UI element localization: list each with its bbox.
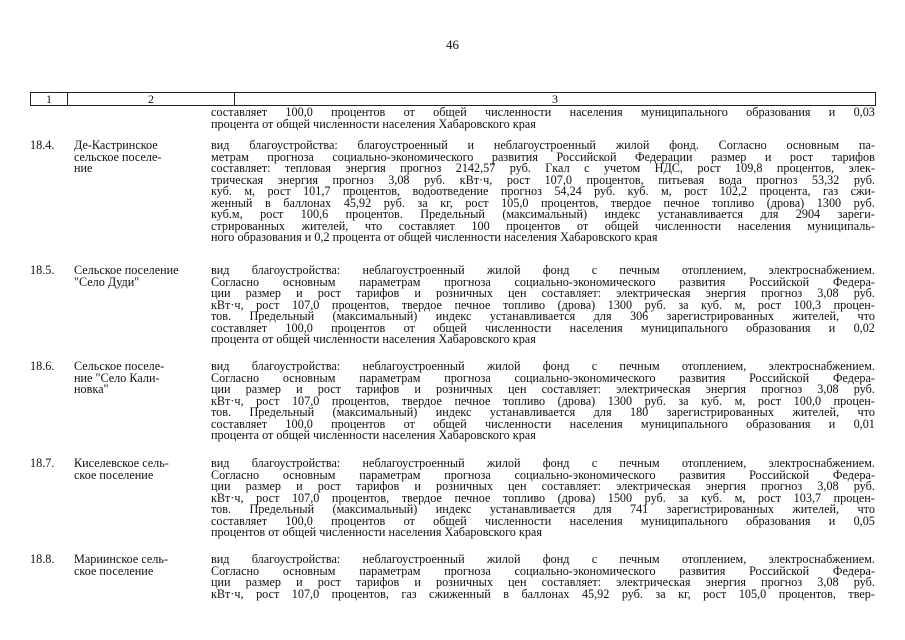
text-line: метрам прогноза социально-экономического развития Российской Федерации размер и рост тарифов (211, 149, 875, 164)
row-number: 18.4. (30, 138, 55, 152)
name-line: ское поселение (74, 563, 154, 578)
name-line: Сельское поселе- (74, 359, 165, 373)
name-line: ское поселение (74, 467, 154, 482)
name-line: сельское поселе- (74, 149, 162, 164)
row-number: 18.7. (30, 456, 55, 470)
page-number: 46 (446, 37, 459, 52)
text-line: кВт·ч, рост 107,0 процентов, твердое печное топливо (дрова) 1300 руб. за куб. м, рост 100,0 процен- (211, 393, 875, 408)
name-line: ние (74, 161, 93, 175)
text-line: тов. Предельный (максимальный) индекс устанавливается для 741 зарегистрированных жителей, что (211, 502, 875, 516)
settlement-description (211, 458, 875, 539)
continuation-text (211, 107, 875, 130)
name-line: Мариинское сель- (74, 552, 168, 566)
text-line: ного образования и 0,2 процента от общей численности населения Хабаровского края (211, 230, 658, 244)
text-line: вид благоустройства: неблагоустроенный жилой фонд с печным отоплением, электроснабжением. (211, 359, 875, 373)
text-line: ции размер и рост тарифов и розничных цен составляет: электрическая энергия прогноз 3,08 руб. (211, 479, 875, 493)
text-line: кВт·ч, рост 107,0 процентов, газ сжиженный в баллонах 45,92 руб. за кг, рост 105,0 процентов, твер- (211, 586, 875, 601)
text-line: вид благоустройства: благоустроенный и неблагоустроенный жилой фонд. Согласно основным па- (211, 138, 875, 152)
settlement-description (211, 361, 875, 442)
text-line: стрированных жителей, что составляет 100 процентов от общей численности населения муниципаль- (211, 218, 875, 233)
text-line: процента от общей численности населения Хабаровского края (211, 428, 536, 442)
text-line: трическая энергия прогноз 3,08 руб. кВт·ч, рост 107,0 процентов, питьевая вода прогноз 53,32 руб. (211, 172, 875, 187)
settlement-description (211, 554, 875, 600)
row-number: 18.8. (30, 552, 55, 566)
text-line: составляет 100,0 процентов от общей численности населения муниципального образования и 0,03 (211, 105, 875, 119)
text-line: женный в баллонах 45,92 руб. за кг, рост 105,0 процентов, твердое печное топливо (дрова) 1300 руб. (211, 195, 875, 210)
text-line: куб. м, рост 101,7 процентов, водоотведение прогноз 54,24 руб. куб. м, рост 102,2 процента, газ сжи- (211, 184, 875, 198)
text-line: составляет 100,0 процентов от общей численности населения муниципального образования и 0,02 (211, 320, 875, 335)
settlement-name (74, 458, 202, 481)
text-line: кВт·ч, рост 107,0 процентов, твердое печное топливо (дрова) 1500 руб. за куб. м, рост 103,7 процен- (211, 490, 875, 505)
text-line: вид благоустройства: неблагоустроенный жилой фонд с печным отоплением, электроснабжением. (211, 552, 875, 566)
text-line: кВт·ч, рост 107,0 процентов, твердое печное топливо (дрова) 1300 руб. за куб. м, рост 100,3 процен- (211, 297, 875, 312)
table-header (30, 92, 876, 106)
name-line: новка" (74, 382, 109, 396)
table-header-col-2: 2 (68, 93, 235, 105)
text-line: составляет 100,0 процентов от общей численности населения муниципального образования и 0,05 (211, 513, 875, 528)
settlement-name (74, 361, 202, 396)
table-header-col-1: 1 (31, 93, 68, 105)
text-line: процентов от общей численности населения Хабаровского края (211, 525, 542, 539)
name-line: Сельское поселение (74, 263, 179, 277)
text-line: составляет: тепловая энергия прогноз 2142,57 руб. Гкал с учетом НДС, рост 109,8 процентов, элек- (211, 161, 875, 175)
row-number: 18.6. (30, 359, 55, 373)
text-line: Согласно основным параметрам прогноза социально-экономического развития Российской Федера- (211, 563, 875, 578)
settlement-name (74, 265, 202, 288)
text-line: ции размер и рост тарифов и розничных цен составляет: электрическая энергия прогноз 3,08 руб. (211, 382, 875, 396)
name-line: ние "Село Кали- (74, 370, 160, 385)
text-line: процента от общей численности населения Хабаровского края (211, 332, 536, 346)
name-line: Де-Кастринское (74, 138, 158, 152)
name-line: Киселевское сель- (74, 456, 169, 470)
settlement-name (74, 554, 202, 577)
row-number: 18.5. (30, 263, 55, 277)
text-line: тов. Предельный (максимальный) индекс устанавливается для 306 зарегистрированных жителей, что (211, 309, 875, 323)
settlement-name (74, 140, 202, 175)
text-line: вид благоустройства: неблагоустроенный жилой фонд с печным отоплением, электроснабжением. (211, 456, 875, 470)
text-line: Согласно основным параметрам прогноза социально-экономического развития Российской Федера- (211, 274, 875, 289)
text-line: ции размер и рост тарифов и розничных цен составляет: электрическая энергия прогноз 3,08 руб. (211, 286, 875, 300)
text-line: Согласно основным параметрам прогноза социально-экономического развития Российской Федера- (211, 467, 875, 482)
text-line: тов. Предельный (максимальный) индекс устанавливается для 180 зарегистрированных жителей, что (211, 405, 875, 419)
text-line: Согласно основным параметрам прогноза социально-экономического развития Российской Федера- (211, 370, 875, 385)
table-header-col-3: 3 (552, 92, 558, 106)
text-line: ции размер и рост тарифов и розничных цен составляет: электрическая энергия прогноз 3,08 руб. (211, 575, 875, 589)
name-line: "Село Дуди" (74, 274, 140, 289)
text-line: процента от общей численности населения Хабаровского края (211, 116, 536, 131)
text-line: составляет 100,0 процентов от общей численности населения муниципального образования и 0,01 (211, 416, 875, 431)
text-line: вид благоустройства: неблагоустроенный жилой фонд с печным отоплением, электроснабжением. (211, 263, 875, 277)
settlement-description (211, 265, 875, 346)
settlement-description (211, 140, 875, 244)
text-line: куб.м, рост 100,6 процентов. Предельный (максимальный) индекс устанавливается для 2904 зареги- (211, 207, 875, 221)
